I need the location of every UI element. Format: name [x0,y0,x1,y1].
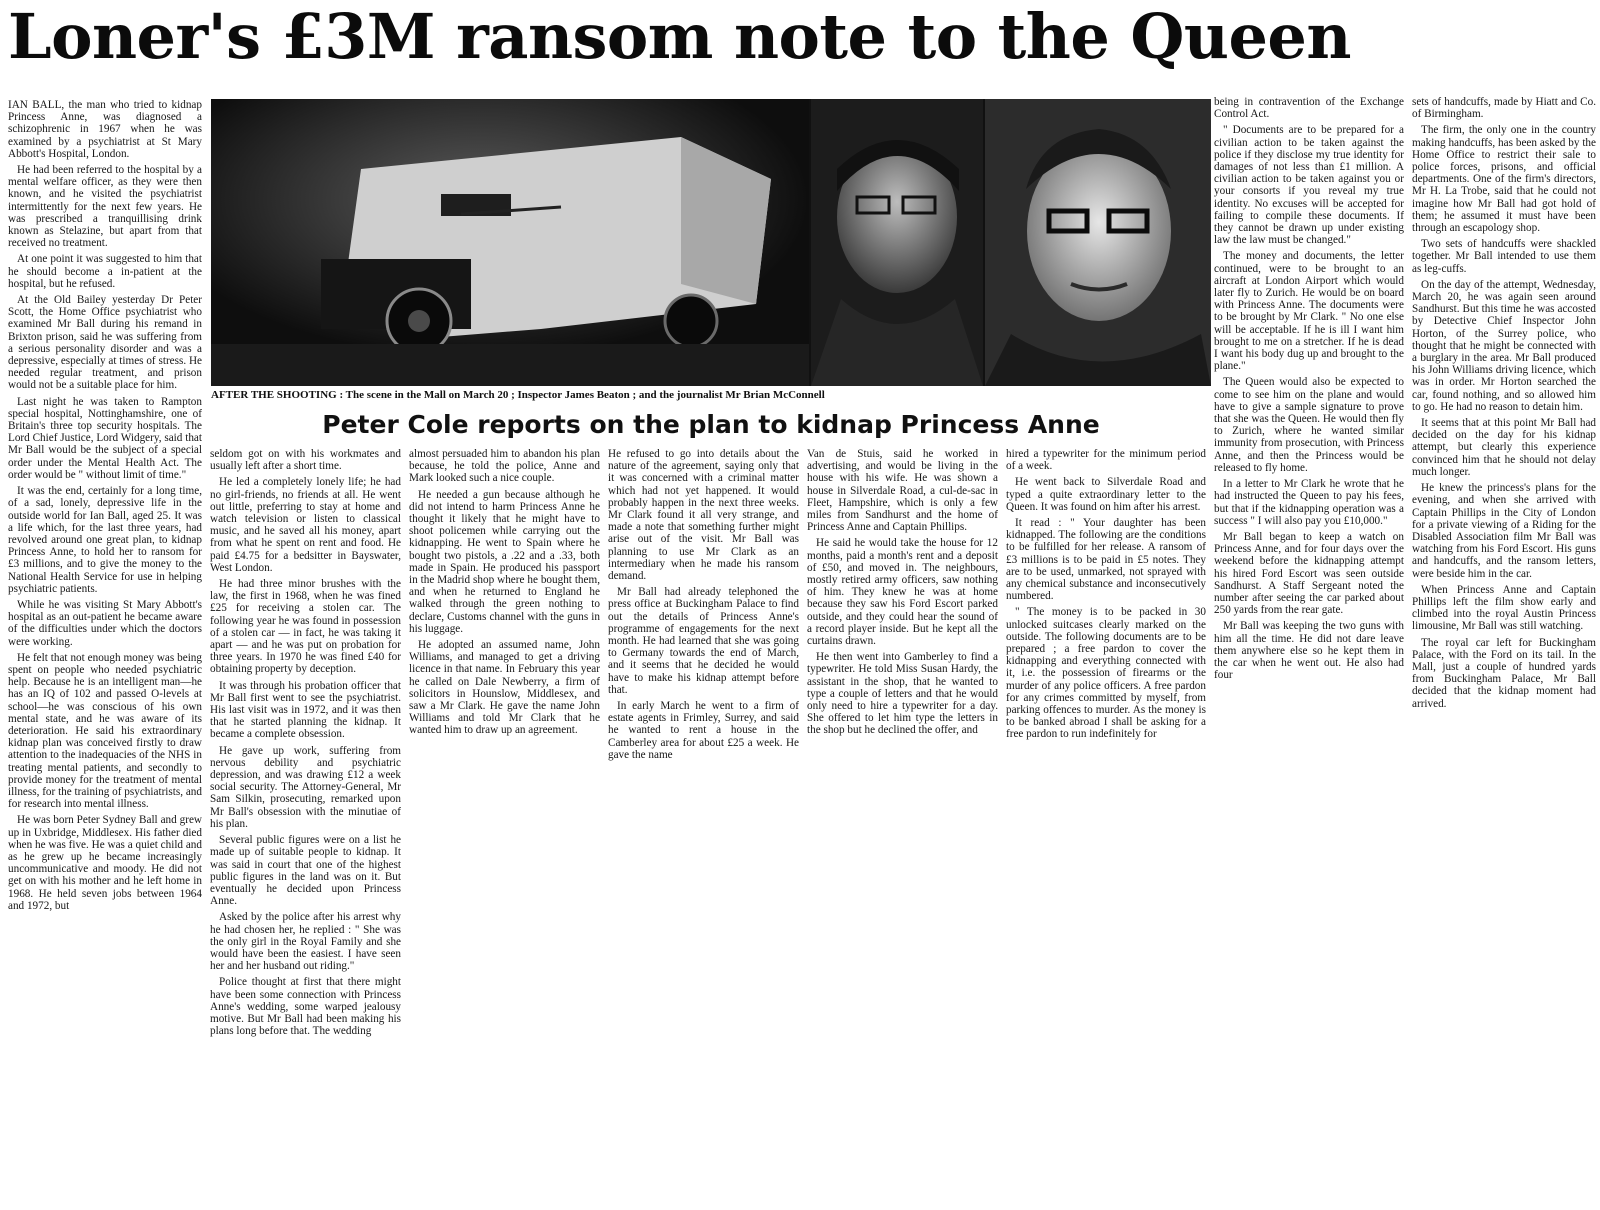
paragraph: He was born Peter Sydney Ball and grew up in Uxbridge, Middlesex. His father died when he was five. He was a quiet child and as he grew up he became increasingly uncommunicative and moody. He did not get on with his mother and he left home in 1968. He held seven jobs between 1964 and 1972, but [8,814,202,912]
paragraph: The money and documents, the letter continued, were to be brought to an aircraft at London Airport which would later fly to Zurich. He would be on board with Princess Anne. The documents were to be brought by Mr Clark. " No one else will be acceptable. If he is ill I want him brought to me on a stretcher. If he is dead I want his body dug up and brought to the plane." [1214,250,1404,373]
paragraph: He said he would take the house for 12 months, paid a month's rent and a deposit of £50, and moved in. The neighbours, mostly retired army officers, saw nothing of him. They knew he was at home because they saw his Ford Escort parked outside, and they could hear the sound of a record player inside. But he kept all the curtains drawn. [807,537,998,648]
article-column-7 [1214,96,1404,886]
paragraph: being in contravention of the Exchange Control Act. [1214,96,1404,121]
paragraph: Mr Ball began to keep a watch on Princess Anne, and for four days over the weekend before the kidnapping attempt his hired Ford Escort was seen outside Sandhurst. A Staff Sergeant noted the number after seeing the car parked about 250 yards from the rear gate. [1214,530,1404,617]
paragraph: hired a typewriter for the minimum period of a week. [1006,448,1206,473]
paragraph: He led a completely lonely life; he had no girl-friends, no friends at all. He went out little, preferring to stay at home and watch television or listen to classical music, and he saved all his money, apart from what he spent on rent and food. He paid £4.75 for a bedsitter in Bayswater, West London. [210,476,401,574]
paragraph: He refused to go into details about the nature of the agreement, saying only that it was concerned with a criminal matter which had not yet happened. It would probably happen in the next three weeks. Mr Clark found it all very strange, and made a note that something further might arise out of the visit. Mr Ball was planning to use Mr Clark as an intermediary when he made his ransom demand. [608,448,799,583]
paragraph: " Documents are to be prepared for a civilian action to be taken against the police if they disclose my true identity for damages of not less than £1 million. A civilian action to be taken against you or your consorts if you reveal my true identity. No excuses will be accepted for failing to compile these documents. If they cannot be drawn up under existing law the law must be changed." [1214,124,1404,247]
article-column-8 [1412,96,1596,886]
inspector-photo [811,99,983,386]
paragraph: At the Old Bailey yesterday Dr Peter Scott, the Home Office psychiatrist who examined Mr Ball during his remand in Brixton prison, said he was suffering from a serious personality disorder and was a depressive, especially at times of stress. He needed regular treatment, and prison would not be a suitable place for him. [8,294,202,392]
paragraph: Mr Ball was keeping the two guns with him all the time. He did not dare leave them anywhere else so he kept them in the car when he went out. He also had four [1214,620,1404,682]
paragraph: He then went into Gamberley to find a typewriter. He told Miss Susan Hardy, the assistant in the shop, that he wanted to type a couple of letters and that he would only need to hire a typewriter for a day. She offered to let him type the letters in the shop but he declined the offer, and [807,651,998,737]
photo-caption: AFTER THE SHOOTING : The scene in the Mall on March 20 ; Inspector James Beaton ; and the journalist Mr Brian McConnell [211,389,825,401]
paragraph: When Princess Anne and Captain Phillips left the film show early and climbed into the royal Austin Princess limousine, Mr Ball was still watching. [1412,583,1596,633]
paragraph: Two sets of handcuffs were shackled together. Mr Ball intended to use them as leg-cuffs. [1412,238,1596,275]
paragraph: In early March he went to a firm of estate agents in Frimley, Surrey, and said he wanted to rent a house in the Camberley area for about £25 a week. He gave the name [608,700,799,761]
paragraph: It was through his probation officer that Mr Ball first went to see the psychiatrist. His last visit was in 1972, and it was then that he started planning the kidnap. It became a complete obsession. [210,679,401,741]
paragraph: The Queen would also be expected to come to see him on the plane and would have to give a sample signature to prove that she was the Queen. He would then fly to Zurich, where he wanted similar immunity from prosecution, with Princess Anne, and then the Princess would be released to fly home. [1214,376,1404,474]
paragraph: He had three minor brushes with the law, the first in 1968, when he was fined £25 for receiving a stolen car. The following year he was found in possession of a stolen car — in fact, he was taking it apart — and he was put on probation for three years. In 1970 he was fined £40 for obtaining property by deception. [210,578,401,676]
news-photo [211,99,1211,386]
article-column-5 [807,448,998,858]
paragraph: At one point it was suggested to him that he should become a in-patient at the hospital, but he refused. [8,253,202,290]
article-column-4 [608,448,799,853]
article-column-1 [8,99,202,1207]
journalist-photo [985,99,1211,386]
paragraph: It was the end, certainly for a long time, of a sad, lonely, depressive life in the outside world for Ian Ball, aged 25. It was a life which, for the last three years, had revolved around one great plan, to kidnap Princess Anne, to hold her to ransom for £3 millions, and to give the money to the National Health Service for use in helping psychiatric patients. [8,485,202,595]
paragraph: The firm, the only one in the country making handcuffs, has been asked by the Home Office to restrict their sale to police forces, prisons, and official departments. One of the firm's directors, Mr H. La Trobe, said that he could not imagine how Mr Ball had got hold of them; he assumed it must have been through an escapology shop. [1412,124,1596,235]
photo-montage [211,99,1211,386]
paragraph: Mr Ball had already telephoned the press office at Buckingham Palace to find out the details of Princess Anne's programme of engagements for the next month. He had learned that she was going to Germany towards the end of March, and it seems that he decided he would have to make his kidnap attempt before that. [608,586,799,696]
article-column-2 [210,448,401,1207]
headline: Loner's £3M ransom note to the Queen [8,0,1351,73]
paragraph: It read : " Your daughter has been kidnapped. The following are the conditions to be fulfilled for her release. A ransom of £3 millions is to be paid in £5 notes. They are to be used, unmarked, not sprayed with any chemical substance and inconsecutively numbered. [1006,517,1206,603]
paragraph: Last night he was taken to Rampton special hospital, Nottinghamshire, one of Britain's three top security hospitals. The Lord Chief Justice, Lord Widgery, said that Mr Ball would be the subject of a special order under the Mental Health Act. The order would be " without limit of time." [8,395,202,481]
paragraph: He adopted an assumed name, John Williams, and managed to get a driving licence in that name. In February this year he called on Dale Newberry, a firm of solicitors in Hounslow, Middlesex, and saw a Mr Clark. He gave the name John Williams and told Mr Clark that he wanted him to draw up an agreement. [409,639,600,737]
paragraph: He needed a gun because although he did not intend to harm Princess Anne he thought it likely that he might have to shoot policemen while carrying out the kidnapping. He went to Spain where he bought two pistols, a .22 and a .33, both made in Spain. He produced his passport in the Madrid shop where he bought them, and when he returned to England he walked through the green nothing to declare, Customs channel with the guns in his luggage. [409,488,600,635]
mall-scene-photo [211,99,809,386]
paragraph: In a letter to Mr Clark he wrote that he had instructed the Queen to pay his fees, but that if the kidnapping operation was a success " I will also pay you £10,000." [1214,478,1404,527]
paragraph: On the day of the attempt, Wednesday, March 20, he was again seen around Sandhurst. But this time he was accosted by Detective Chief Inspector John Horton, of the Surrey police, who thought that he might be connected with a burglary in the area. Mr Ball produced his John Williams driving licence, which was in order. Mr Horton searched the car, found nothing, and so allowed him to go. He had no reason to detain him. [1412,278,1596,413]
paragraph: seldom got on with his workmates and usually left after a short time. [210,448,401,473]
paragraph: While he was visiting St Mary Abbott's hospital as an out-patient he became aware of the difficulties under which the doctors were working. [8,598,202,648]
paragraph: sets of handcuffs, made by Hiatt and Co. of Birmingham. [1412,96,1596,121]
paragraph: Several public figures were on a list he made up of suitable people to kidnap. It was said in court that one of the highest public figures in the land was on it. But eventually he decided upon Princess Anne. [210,834,401,908]
article-subhead: Peter Cole reports on the plan to kidnap Princess Anne [322,410,1100,439]
paragraph: He knew the princess's plans for the evening, and when she arrived with Captain Phillips in the City of London for a private viewing of a Riding for the Disabled Association film Mr Ball was watching from his Ford Escort. His guns and handcuffs, and the ransom letters, were beside him in the car. [1412,482,1596,580]
paragraph: " The money is to be packed in 30 unlocked suitcases clearly marked on the outside. The following documents are to be prepared ; a free pardon to cover the kidnapping and everything connected with it, i.e. the possession of firearms or the murder of any police officers. A free pardon for any crimes committed by myself, from parking offences to murder. As the money is to be banked abroad I shall be asking for a free pardon to run indefinitely for [1006,606,1206,741]
paragraph: almost persuaded him to abandon his plan because, he told the police, Anne and Mark looked such a nice couple. [409,448,600,485]
article-column-6 [1006,448,1206,858]
paragraph: He went back to Silverdale Road and typed a quite extraordinary letter to the Queen. It was found on him after his arrest. [1006,476,1206,513]
paragraph: Asked by the police after his arrest why he had chosen her, he replied : " She was the only girl in the Royal Family and she would have been the easiest. I have seen her and her husband out riding." [210,911,401,973]
paragraph: He had been referred to the hospital by a mental welfare officer, as they were then known, and he visited the psychiatrist intermittently for the next few years. He was prescribed a tranquillising drink known as Stelazine, but apart from that received no treatment. [8,164,202,250]
paragraph: Van de Stuis, said he worked in advertising, and would be living in the house with his wife. He was shown a house in Silverdale Road, a cul-de-sac in Fleet, Hampshire, which is only a few miles from Sandhurst and the home of Princess Anne and Captain Phillips. [807,448,998,534]
paragraph: Police thought at first that there might have been some connection with Princess Anne's wedding, some warped jealousy motive. But Mr Ball had been making his plans long before that. The wedding [210,976,401,1038]
paragraph: IAN BALL, the man who tried to kidnap Princess Anne, was diagnosed a schizophrenic in 1967 when he was examined by a psychiatrist at St Mary Abbott's Hospital, London. [8,99,202,160]
paragraph: It seems that at this point Mr Ball had decided on the day for his kidnap attempt, but clearly this experience convinced him that he should not delay much longer. [1412,417,1596,478]
paragraph: He gave up work, suffering from nervous debility and psychiatric depression, and was drawing £12 a week social security. The Attorney-General, Mr Sam Silkin, prosecuting, remarked upon Mr Ball's obsession with the minutiae of his plan. [210,744,401,830]
article-column-3 [409,448,600,818]
paragraph: He felt that not enough money was being spent on people who needed psychiatric help. Because he is an intelligent man—he has an IQ of 102 and passed O-levels at school—he was conscious of his own mental state, and he was aware of its deterioration. He said his extraordinary kidnap plan was conceived firstly to draw attention to the inadequacies of the NHS in treating mental patients, and secondly to provide money for the treatment of mental illness, for the training of psychiatrists, and for research into mental illness. [8,651,202,811]
paragraph: The royal car left for Buckingham Palace, with the Ford on its tail. In the Mall, just a couple of hundred yards from Buckingham Palace, Mr Ball decided that the kidnap moment had arrived. [1412,636,1596,710]
